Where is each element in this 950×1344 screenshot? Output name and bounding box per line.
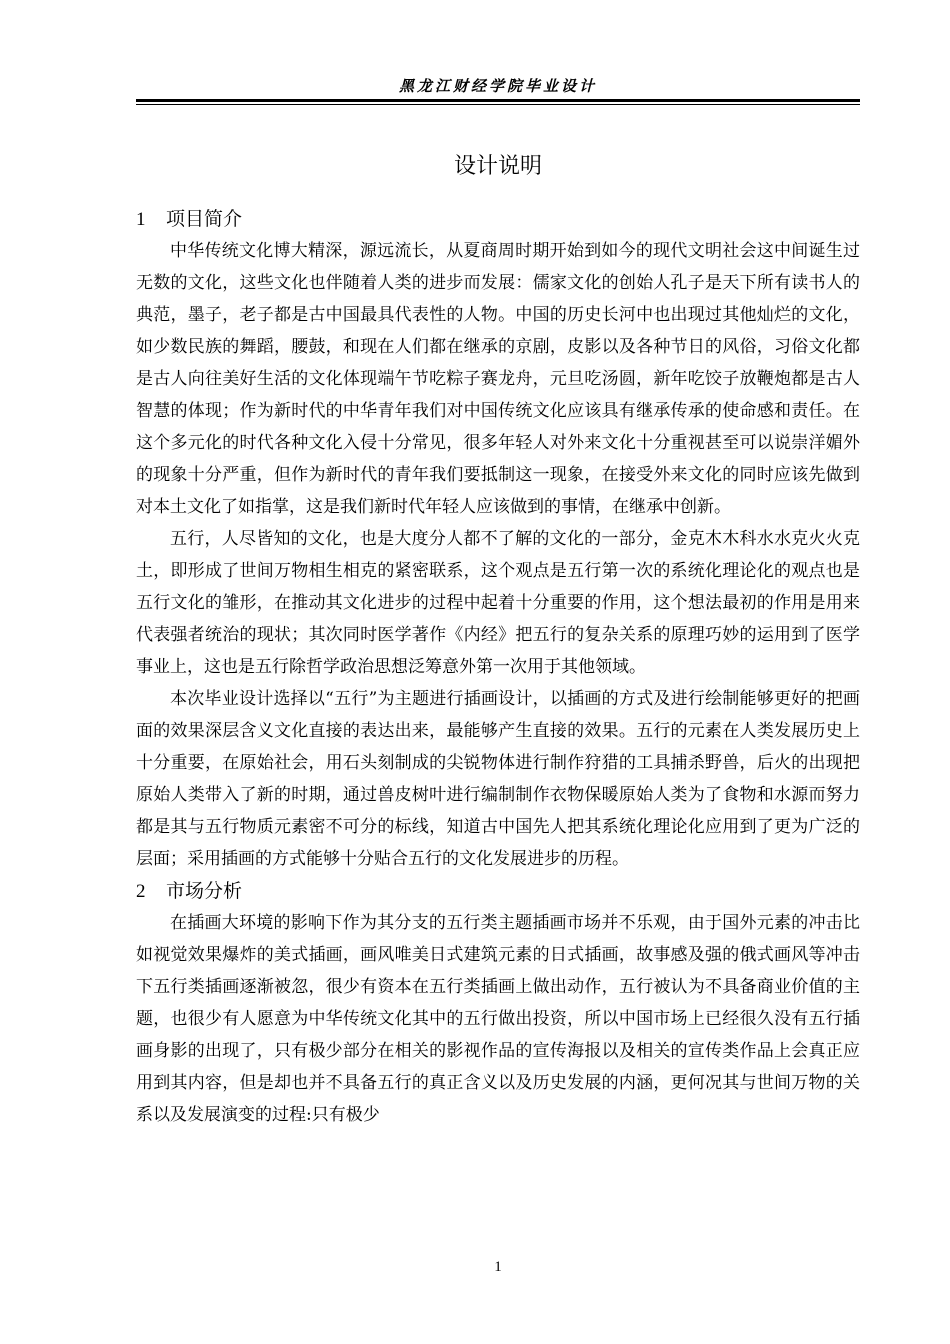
paragraph: 本次毕业设计选择以“五行”为主题进行插画设计，以插画的方式及进行绘制能够更好的把画面的效果深层含义文化直接的表达出来，最能够产生直接的效果。五行的元素在人类发展历史上十分重要，在原始社会，用石头刻制成的尖锐物体进行制作狩猎的工具捕杀野兽，后火的出现把原始人类带入了新的时期，通过兽皮树叶进行编制制作衣物保暖原始人类为了食物和水源而努力都是其与五行物质元素密不可分的标线，知道古中国先人把其系统化理论化应用到了更为广泛的层面；采用插画的方式能够十分贴合五行的文化发展进步的历程。	[136, 689, 860, 869]
header-rule-thin	[136, 104, 860, 105]
document-body	[136, 203, 860, 1131]
paragraph: 在插画大环境的影响下作为其分支的五行类主题插画市场并不乐观，由于国外元素的冲击比如视觉效果爆炸的美式插画，画风唯美日式建筑元素的日式插画，故事感及强的俄式画风等冲击下五行类插画逐渐被忽，很少有资本在五行类插画上做出动作，五行被认为不具备商业价值的主题，也很少有人愿意为中华传统文化其中的五行做出投资，所以中国市场上已经很久没有五行插画身影的出现了，只有极少部分在相关的影视作品的宣传海报以及相关的宣传类作品上会真正应用到其内容，但是却也并不具备五行的真正含义以及历史发展的内涵，更何况其与世间万物的关系以及发展演变的过程:只有极少	[136, 913, 860, 1125]
section-number: 2	[136, 881, 146, 902]
paragraph: 五行，人尽皆知的文化，也是大度分人都不了解的文化的一部分，金克木木科水水克火火克土，即形成了世间万物相生相克的紧密联系，这个观点是五行第一次的系统化理论化的观点也是五行文化的雏形，在推动其文化进步的过程中起着十分重要的作用，这个想法最初的作用是用来代表强者统治的现状；其次同时医学著作《内经》把五行的复杂关系的原理巧妙的运用到了医学事业上，这也是五行除哲学政治思想泛筹意外第一次用于其他领域。	[136, 529, 860, 677]
running-header: 黑龙江财经学院毕业设计	[398, 77, 597, 95]
section-number: 1	[136, 209, 146, 230]
section-heading-2	[136, 875, 860, 907]
page-number: 1	[494, 1259, 502, 1275]
header-rule-thick	[136, 99, 860, 102]
section-title: 项目简介	[166, 208, 243, 230]
section-heading-1	[136, 203, 860, 235]
section-title: 市场分析	[166, 880, 243, 902]
paragraph: 中华传统文化博大精深，源远流长，从夏商周时期开始到如今的现代文明社会这中间诞生过无数的文化，这些文化也伴随着人类的进步而发展：儒家文化的创始人孔子是天下所有读书人的典范，墨子，老子都是古中国最具代表性的人物。中国的历史长河中也出现过其他灿烂的文化，如少数民族的舞蹈，腰鼓，和现在人们都在继承的京剧，皮影以及各种节日的风俗，习俗文化都是古人向往美好生活的文化体现端午节吃粽子赛龙舟，元旦吃汤圆，新年吃饺子放鞭炮都是古人智慧的体现；作为新时代的中华青年我们对中国传统文化应该具有继承传承的使命感和责任。在这个多元化的时代各种文化入侵十分常见，很多年轻人对外来文化十分重视甚至可以说崇洋媚外的现象十分严重，但作为新时代的青年我们要抵制这一现象，在接受外来文化的同时应该先做到对本土文化了如指掌，这是我们新时代年轻人应该做到的事情，在继承中创新。	[136, 241, 860, 517]
document-title: 设计说明	[453, 154, 542, 179]
